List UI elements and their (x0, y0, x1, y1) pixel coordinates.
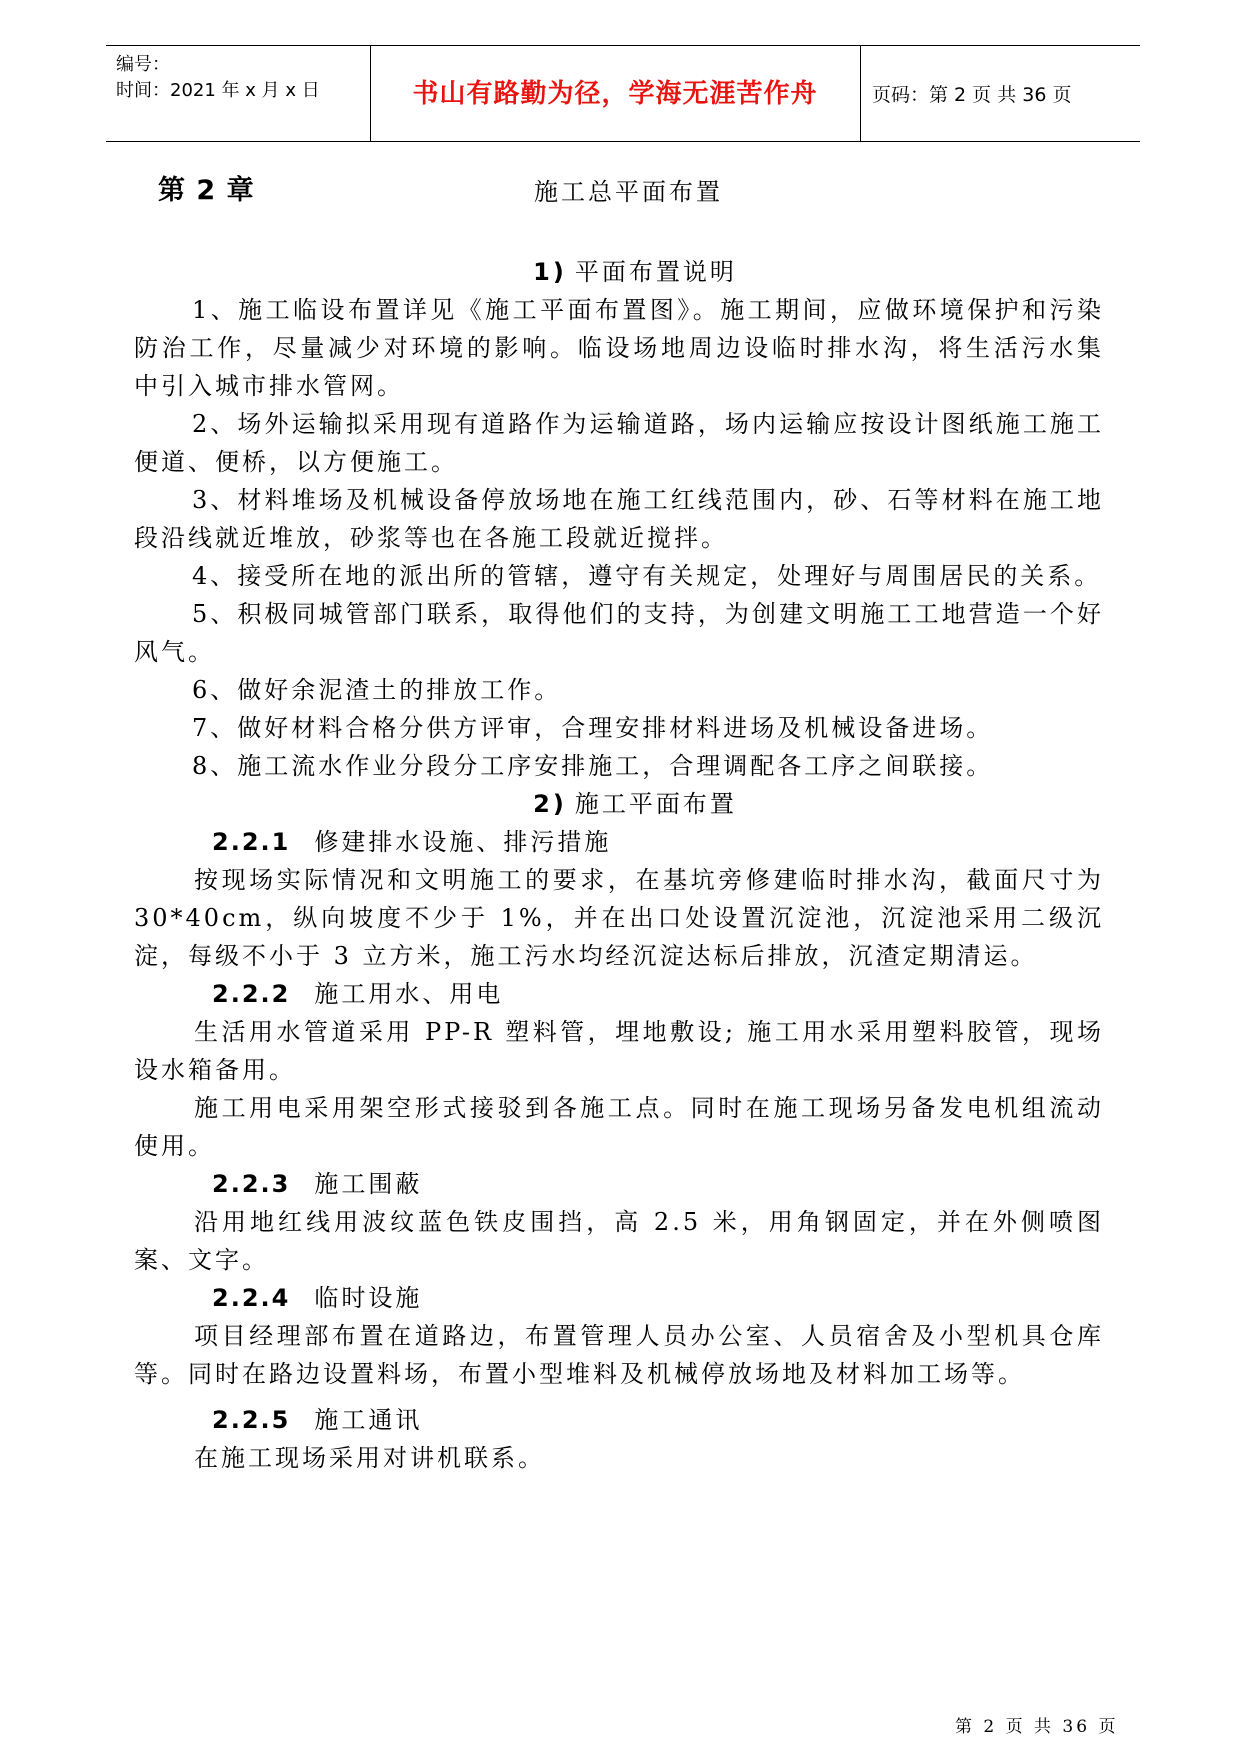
spacer (134, 1393, 1104, 1401)
paragraph: 施工用电采用架空形式接驳到各施工点。同时在施工现场另备发电机组流动使用。 (134, 1094, 1104, 1160)
subsection-number: 2.2.3 (212, 1170, 291, 1198)
subsection-heading (134, 1401, 1104, 1439)
section-title: 平面布置说明 (574, 258, 737, 286)
subsection-number: 2.2.2 (212, 980, 291, 1008)
document-number-label: 编号： (116, 54, 170, 75)
section-title: 施工平面布置 (574, 790, 737, 818)
paragraph: 按现场实际情况和文明施工的要求，在基坑旁修建临时排水沟，截面尺寸为 30*40cm，纵向坡度不少于 1%，并在出口处设置沉淀池，沉淀池采用二级沉淀，每级不小于 3 立方米，施工污水均经沉淀达标后排放，沉渣定期清运。 (134, 866, 1104, 970)
paragraph: 4、接受所在地的派出所的管辖，遵守有关规定，处理好与周围居民的关系。 (192, 562, 1102, 590)
chapter-title: 施工总平面布置 (534, 178, 723, 206)
header-divider (860, 46, 861, 141)
subsection-title: 施工围蔽 (314, 1170, 423, 1198)
section-heading (134, 253, 1104, 291)
subsection-heading (134, 1165, 1104, 1203)
header-meta (116, 52, 370, 104)
subsection-title: 临时设施 (314, 1284, 423, 1312)
subsection-heading (134, 975, 1104, 1013)
paragraph: 6、做好余泥渣土的排放工作。 (192, 676, 562, 704)
paragraph: 项目经理部布置在道路边，布置管理人员办公室、人员宿舍及小型机具仓库等。同时在路边设置料场，布置小型堆料及机械停放场地及材料加工场等。 (134, 1322, 1104, 1388)
paragraph: 在施工现场采用对讲机联系。 (194, 1444, 545, 1472)
paragraph: 沿用地红线用波纹蓝色铁皮围挡，高 2.5 米，用角钢固定，并在外侧喷图案、文字。 (134, 1208, 1104, 1274)
subsection-number: 2.2.1 (212, 828, 291, 856)
header-motto: 书山有路勤为径，学海无涯苦作舟 (412, 79, 818, 109)
document-body (134, 253, 1104, 1477)
paragraph: 2、场外运输拟采用现有道路作为运输道路，场内运输应按设计图纸施工施工便道、便桥，以方便施工。 (134, 410, 1104, 476)
paragraph: 1、施工临设布置详见《施工平面布置图》。施工期间，应做环境保护和污染防治工作，尽量减少对环境的影响。临设场地周边设临时排水沟，将生活污水集中引入城市排水管网。 (134, 296, 1104, 400)
paragraph: 生活用水管道采用 PP-R 塑料管，埋地敷设; 施工用水采用塑料胶管，现场设水箱备用。 (134, 1018, 1104, 1084)
chapter-label: 第 2 章 (158, 175, 255, 206)
section-heading (134, 785, 1104, 823)
subsection-number: 2.2.4 (212, 1284, 291, 1312)
page-footer: 第 2 页 共 36 页 (955, 1717, 1119, 1737)
subsection-title: 施工通讯 (314, 1406, 423, 1434)
section-number: 1) (533, 258, 567, 286)
page-header (106, 45, 1140, 142)
section-number: 2) (533, 790, 567, 818)
subsection-heading (134, 1279, 1104, 1317)
paragraph: 7、做好材料合格分供方评审，合理安排材料进场及机械设备进场。 (192, 714, 994, 742)
subsection-title: 修建排水设施、排污措施 (314, 828, 612, 856)
subsection-title: 施工用水、用电 (314, 980, 504, 1008)
header-page-info: 页码：第 2 页 共 36 页 (872, 84, 1072, 106)
paragraph: 5、积极同城管部门联系，取得他们的支持，为创建文明施工工地营造一个好风气。 (134, 600, 1104, 666)
paragraph: 8、施工流水作业分段分工序安排施工，合理调配各工序之间联接。 (192, 752, 994, 780)
document-date: 时间：2021 年 x 月 x 日 (116, 80, 320, 101)
paragraph: 3、材料堆场及机械设备停放场地在施工红线范围内，砂、石等材料在施工地段沿线就近堆放，砂浆等也在各施工段就近搅拌。 (134, 486, 1104, 552)
subsection-heading (134, 823, 1104, 861)
subsection-number: 2.2.5 (212, 1406, 291, 1434)
